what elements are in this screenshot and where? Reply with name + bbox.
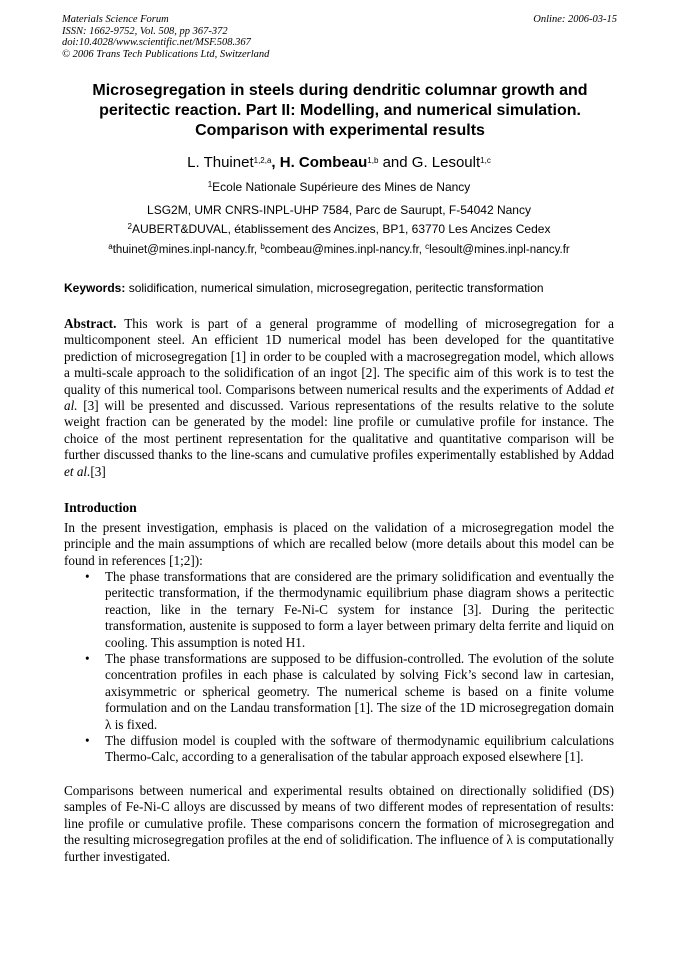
abstract-text-3: [3] [90,463,106,479]
bullet-icon: • [85,733,90,749]
list-item [64,569,614,651]
affiliation-1-text: Ecole Nationale Supérieure des Mines de Nancy [212,180,471,194]
title-line-1: Microsegregation in steels during dendritic columnar growth and [92,82,588,99]
online-date: Online: 2006-03-15 [533,14,617,25]
author-list [0,154,678,171]
affiliation-1-mark: 1 [207,180,213,189]
affiliation-1 [0,180,678,194]
email-b: combeau@mines.inpl-nancy.fr, [264,244,426,256]
journal-header [62,14,617,60]
list-item-text: The diffusion model is coupled with the software of thermodynamic equilibrium calculations Thermo-Calc, according to a generalisation of the tabular approach exposed elsewhere [1]. [105,733,614,765]
affiliation-2-mark: 2 [127,222,132,231]
list-item-text: The phase transformations are supposed to be diffusion-controlled. The evolution of the solute concentration profiles in each phase is calculated by solving Fick’s second law in cartesian, axisymmetric or spherical geometry. The numerical scheme is based on a finite volume formulation and on the Landau transformation [1]. The size of the 1D microsegregation domain λ is fixed. [105,651,614,732]
affiliation-2 [0,222,678,236]
paper-title [50,81,630,141]
assumption-list [64,569,614,766]
abstract-text-1: This work is part of a general programme of modelling of microsegregation for a multicomponent steel. An efficient 1D numerical model has been developed for the quantitative prediction of microsegregation [1] in order to be coupled with a macrosegregation model, which allows a multi-scale approach to the solidification of an ingot [2]. The specific aim of this work is to test the quality of this numerical tool. Comparisons between numerical results and the experiments of Addad [64,316,614,397]
introduction-paragraph-1: In the present investigation, emphasis is placed on the validation of a microsegregation model the principle and the main assumptions of which are recalled below (more details about this model can be found in references [1;2]): [64,520,614,568]
copyright-line: © 2006 Trans Tech Publications Ltd, Switzerland [62,48,270,60]
list-item-text: The phase transformations that are considered are the primary solidification and eventually the peritectic transformation, if the thermodynamic equilibrium phase diagram shows a peritectic reaction, like in the ternary Fe-Ni-C system for instance [3]. During the peritectic transformation, austenite is supposed to form a layer between primary delta ferrite and liquid on cooling. This assumption is noted H1. [105,569,614,650]
author-2: , H. Combeau [271,154,368,171]
email-a-mark: a [108,242,113,251]
bullet-icon: • [85,651,90,667]
abstract-etal-2: et al. [64,463,91,479]
abstract [64,316,614,480]
doi-line: doi:10.4028/www.scientific.net/MSF.508.367 [62,37,251,49]
journal-name: Materials Science Forum [62,14,169,25]
introduction-paragraph-2: Comparisons between numerical and experimental results obtained on directionally solidified (DS) samples of Fe-Ni-C alloys are discussed by means of two different modes of representation of results: line profile or cumulative profile. These comparisons concern the formation of microsegregation and the resulting microsegregation profiles at the end of solidification. The influence of λ is computationally further investigated. [64,783,614,864]
title-line-2: peritectic reaction. Part II: Modelling, and numerical simulation. [99,102,581,119]
author-1-affil: 1,2,a [253,156,272,165]
email-list [0,244,678,256]
abstract-etal-1: et al. [64,381,614,414]
email-a: thuinet@mines.inpl-nancy.fr, [112,244,261,256]
keywords-label: Keywords: [64,281,126,295]
email-c: lesoult@mines.inpl-nancy.fr [429,244,570,256]
issn-line: ISSN: 1662-9752, Vol. 508, pp 367-372 [62,25,228,37]
author-1: L. Thuinet [187,154,254,171]
author-3-affil: 1,c [480,156,491,165]
bullet-icon: • [85,569,90,584]
email-c-mark: c [425,242,430,251]
author-3: and G. Lesoult [382,154,481,171]
keywords-text: solidification, numerical simulation, microsegregation, peritectic transformation [125,281,544,295]
abstract-text-2: [3] will be presented and discussed. Various representations of the results relative to the solute weight fraction can be generated by the model: line profile or cumulative profile for instance. The choice of the most pertinent representation for the qualitative and quantitative comparison will be further discussed thanks to the line-scans and cumulative profiles experimentally established by Addad [64,398,614,463]
email-b-mark: b [260,242,265,251]
list-item [64,651,614,733]
introduction-heading: Introduction [64,500,137,515]
affiliation-2-text: AUBERT&DUVAL, établissement des Ancizes, BP1, 63770 Les Ancizes Cedex [132,222,551,236]
affiliation-1-line-2: LSG2M, UMR CNRS-INPL-UHP 7584, Parc de Saurupt, F-54042 Nancy [147,203,531,217]
title-line-3: Comparison with experimental results [195,122,485,139]
author-2-affil: 1,b [367,156,379,165]
abstract-label: Abstract. [64,316,117,331]
list-item [64,733,614,766]
keywords [64,281,624,295]
